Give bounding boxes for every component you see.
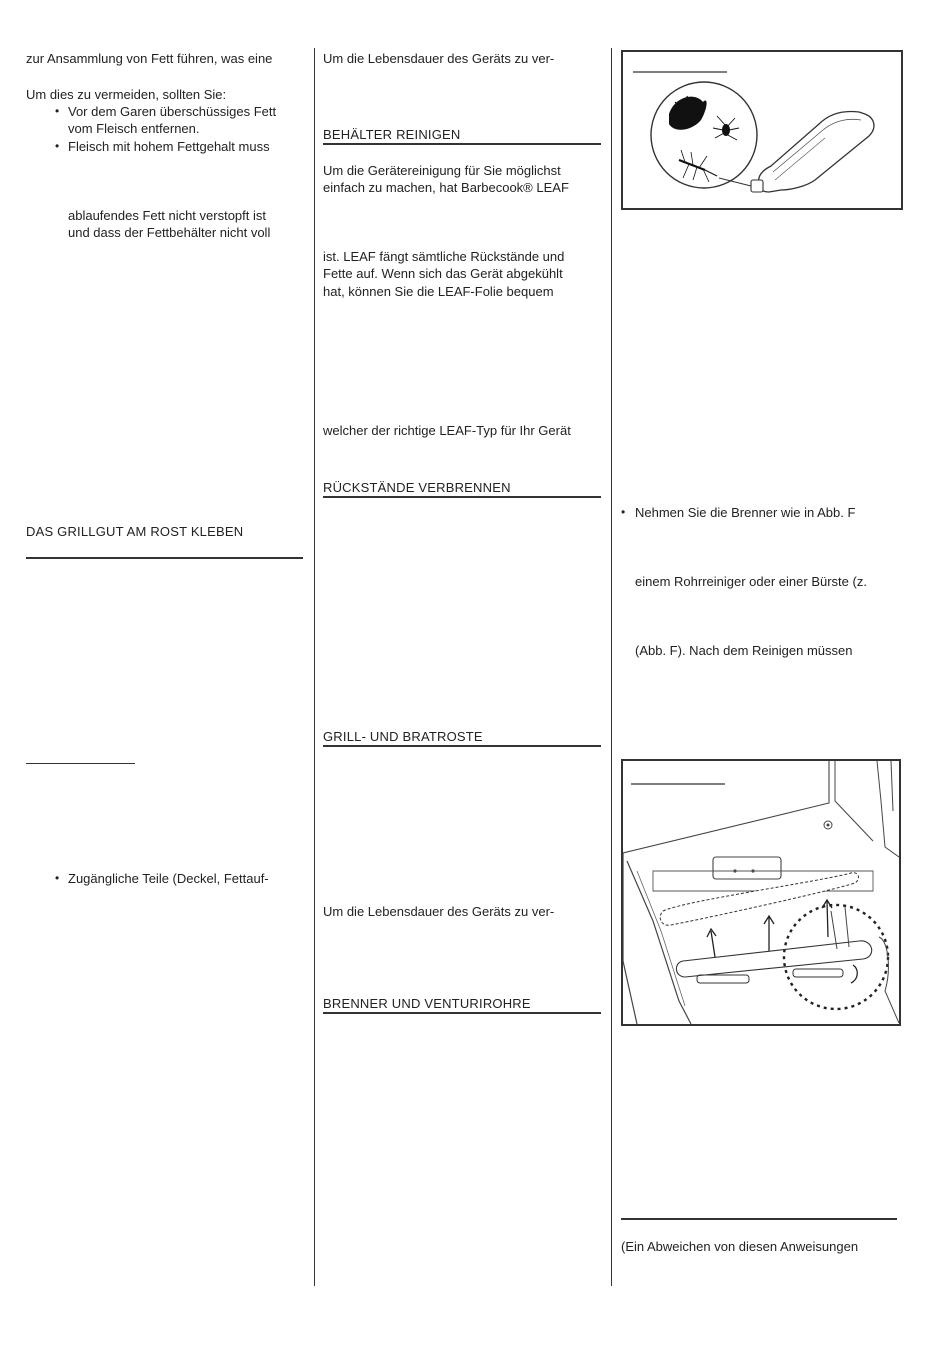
burner-removal-illustration-icon — [623, 761, 899, 1024]
col3-paragraph-3: (Ein Abweichen von diesen Anweisungen — [621, 1239, 859, 1254]
col1-heading-rule — [26, 557, 303, 559]
bullet-marker: • — [55, 871, 60, 885]
col2-paragraph-3-line-2: Fette auf. Wenn sich das Gerät abgekühlt — [323, 266, 563, 281]
column-divider-right — [611, 48, 612, 1286]
col2-paragraph-5: Um die Lebensdauer des Geräts zu ver- — [323, 904, 555, 919]
col2-section-heading-grill-grates: GRILL- UND BRATROSTE — [323, 729, 483, 744]
col1-paragraph-3-line-2: und dass der Fettbehälter nicht voll — [68, 225, 271, 240]
col2-section-heading-burn-residue: RÜCKSTÄNDE VERBRENNEN — [323, 480, 511, 495]
col2-heading-rule-3 — [323, 745, 601, 747]
col2-paragraph-3-line-3: hat, können Sie die LEAF-Folie bequem — [323, 284, 554, 299]
col2-paragraph-4: welcher der richtige LEAF-Typ für Ihr Gerät — [323, 423, 571, 438]
col2-paragraph-1: Um die Lebensdauer des Geräts zu ver- — [323, 51, 555, 66]
col2-paragraph-2-line-2: einfach zu machen, hat Barbecook® LEAF — [323, 180, 569, 195]
col3-paragraph-2: (Abb. F). Nach dem Reinigen müssen — [635, 643, 853, 658]
col1-bullet-2-line-1: Fleisch mit hohem Fettgehalt muss — [68, 139, 270, 154]
col3-bullet-1: Nehmen Sie die Brenner wie in Abb. F — [635, 505, 856, 520]
venturi-insects-illustration-icon — [623, 52, 901, 208]
bullet-marker: • — [621, 505, 626, 519]
col2-section-heading-burners: BRENNER UND VENTURIROHRE — [323, 996, 531, 1011]
col3-paragraph-1: einem Rohrreiniger oder einer Bürste (z. — [635, 574, 867, 589]
col3-rule — [621, 1218, 897, 1220]
bullet-marker: • — [55, 104, 60, 118]
col1-bullet-1-line-2: vom Fleisch entfernen. — [68, 121, 200, 136]
col2-paragraph-3-line-1: ist. LEAF fängt sämtliche Rückstände und — [323, 249, 565, 264]
col2-section-heading-clean-container: BEHÄLTER REINIGEN — [323, 127, 461, 142]
col1-paragraph-2: Um dies zu vermeiden, sollten Sie: — [26, 87, 227, 102]
col1-bullet-1-line-1: Vor dem Garen überschüssiges Fett — [68, 104, 277, 119]
col1-bullet-3: Zugängliche Teile (Deckel, Fettauf- — [68, 871, 269, 886]
col1-paragraph-3-line-1: ablaufendes Fett nicht verstopft ist — [68, 208, 266, 223]
bullet-marker: • — [55, 139, 60, 153]
col2-heading-rule-2 — [323, 496, 601, 498]
col1-section-heading-food-sticking: DAS GRILLGUT AM ROST KLEBEN — [26, 524, 244, 539]
col2-paragraph-2-line-1: Um die Gerätereinigung für Sie möglichst — [323, 163, 561, 178]
col2-heading-rule-4 — [323, 1012, 601, 1014]
column-divider-left — [314, 48, 315, 1286]
col2-heading-rule-1 — [323, 143, 601, 145]
col1-short-rule — [26, 763, 135, 764]
figure-venturi-insects — [621, 50, 903, 210]
col1-paragraph-1: zur Ansammlung von Fett führen, was eine — [26, 51, 273, 66]
figure-burner-removal — [621, 759, 901, 1026]
